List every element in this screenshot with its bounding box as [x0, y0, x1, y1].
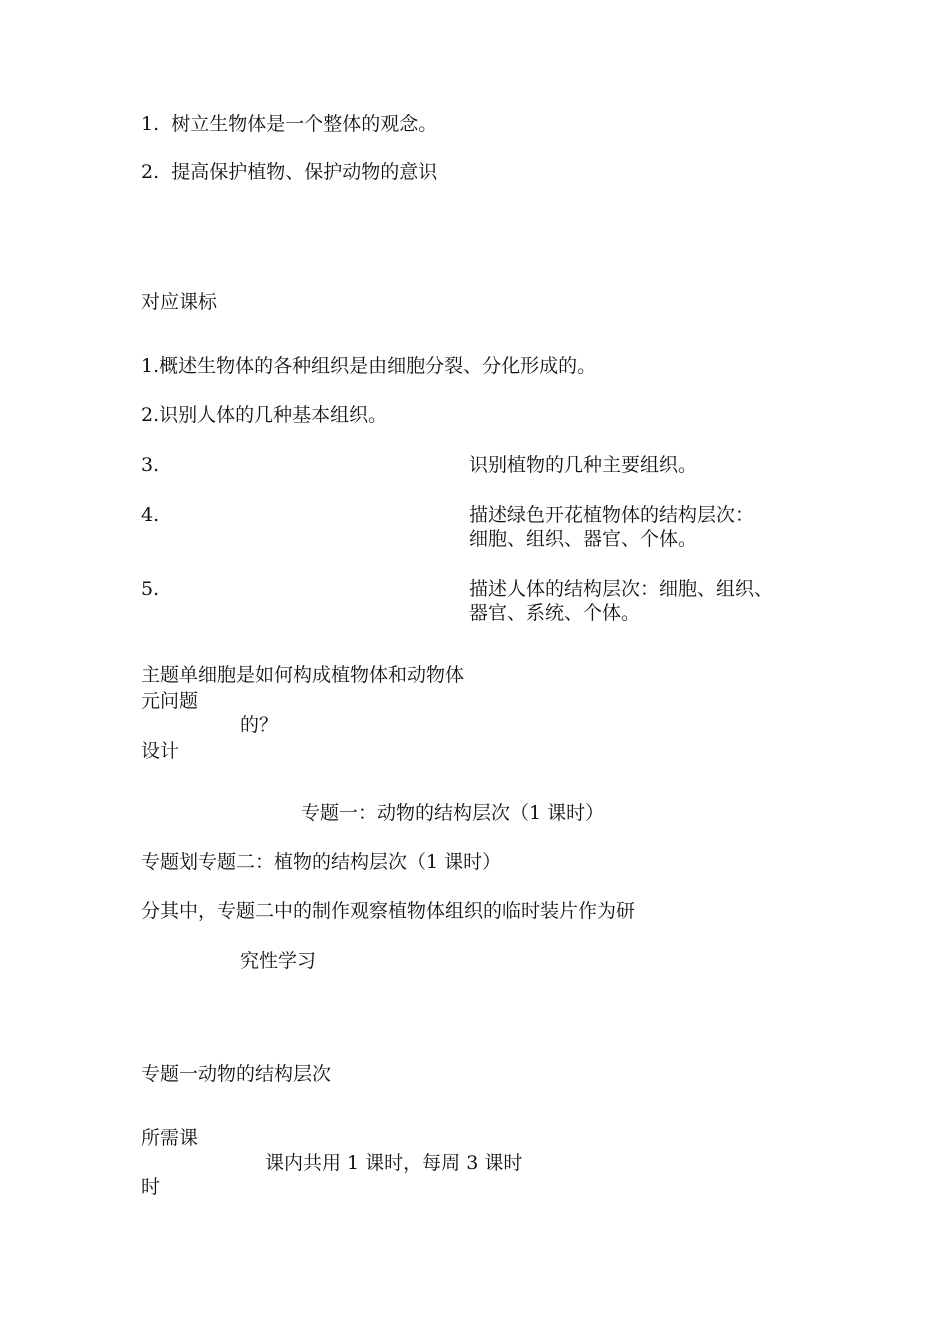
- topic-plan-topic-2: 专题划专题二：植物的结构层次（1 课时）: [141, 851, 502, 873]
- unit-question-line-2: 元问题: [141, 690, 199, 712]
- curriculum-item-5-line-1: 描述人体的结构层次：细胞、组织、: [469, 578, 774, 600]
- curriculum-item-5-line-2: 器官、系统、个体。: [469, 602, 641, 624]
- curriculum-item-4-line-2: 细胞、组织、器官、个体。: [469, 528, 698, 550]
- curriculum-item-4-line-1: 描述绿色开花植物体的结构层次：: [469, 504, 755, 526]
- curriculum-item-3-text: 识别植物的几种主要组织。: [469, 454, 698, 476]
- goal-number: 2.: [141, 161, 160, 183]
- unit-question-line-1: 主题单细胞是如何构成植物体和动物体: [141, 664, 465, 686]
- curriculum-item-2: 2.识别人体的几种基本组织。: [141, 404, 388, 426]
- curriculum-item-1: 1.概述生物体的各种组织是由细胞分裂、分化形成的。: [141, 355, 597, 377]
- topic-plan-note-line-2: 究性学习: [240, 950, 317, 972]
- topic-one-heading: 专题一动物的结构层次: [141, 1063, 332, 1085]
- goal-number: 1.: [141, 113, 160, 135]
- hours-label-line-1: 所需课: [141, 1127, 199, 1149]
- curriculum-item-5-number: 5.: [141, 578, 160, 600]
- unit-question-line-3: 的？: [240, 714, 279, 736]
- goal-item-2: [141, 160, 437, 184]
- goal-text: 提高保护植物、保护动物的意识: [171, 161, 438, 183]
- topic-plan-note-line-1: 分其中，专题二中的制作观察植物体组织的临时装片作为研: [141, 900, 636, 922]
- curriculum-item-3-number: 3.: [141, 454, 160, 476]
- goal-item-1: [141, 112, 437, 136]
- unit-question-line-4: 设计: [141, 740, 180, 762]
- topic-plan-topic-1: 专题一：动物的结构层次（1 课时）: [301, 802, 605, 824]
- curriculum-item-4-number: 4.: [141, 504, 160, 526]
- goal-text: 树立生物体是一个整体的观念。: [171, 113, 438, 135]
- curriculum-heading: 对应课标: [141, 291, 218, 313]
- hours-label-line-2: 时: [141, 1176, 161, 1198]
- hours-value: 课内共用 1 课时，每周 3 课时: [265, 1152, 523, 1174]
